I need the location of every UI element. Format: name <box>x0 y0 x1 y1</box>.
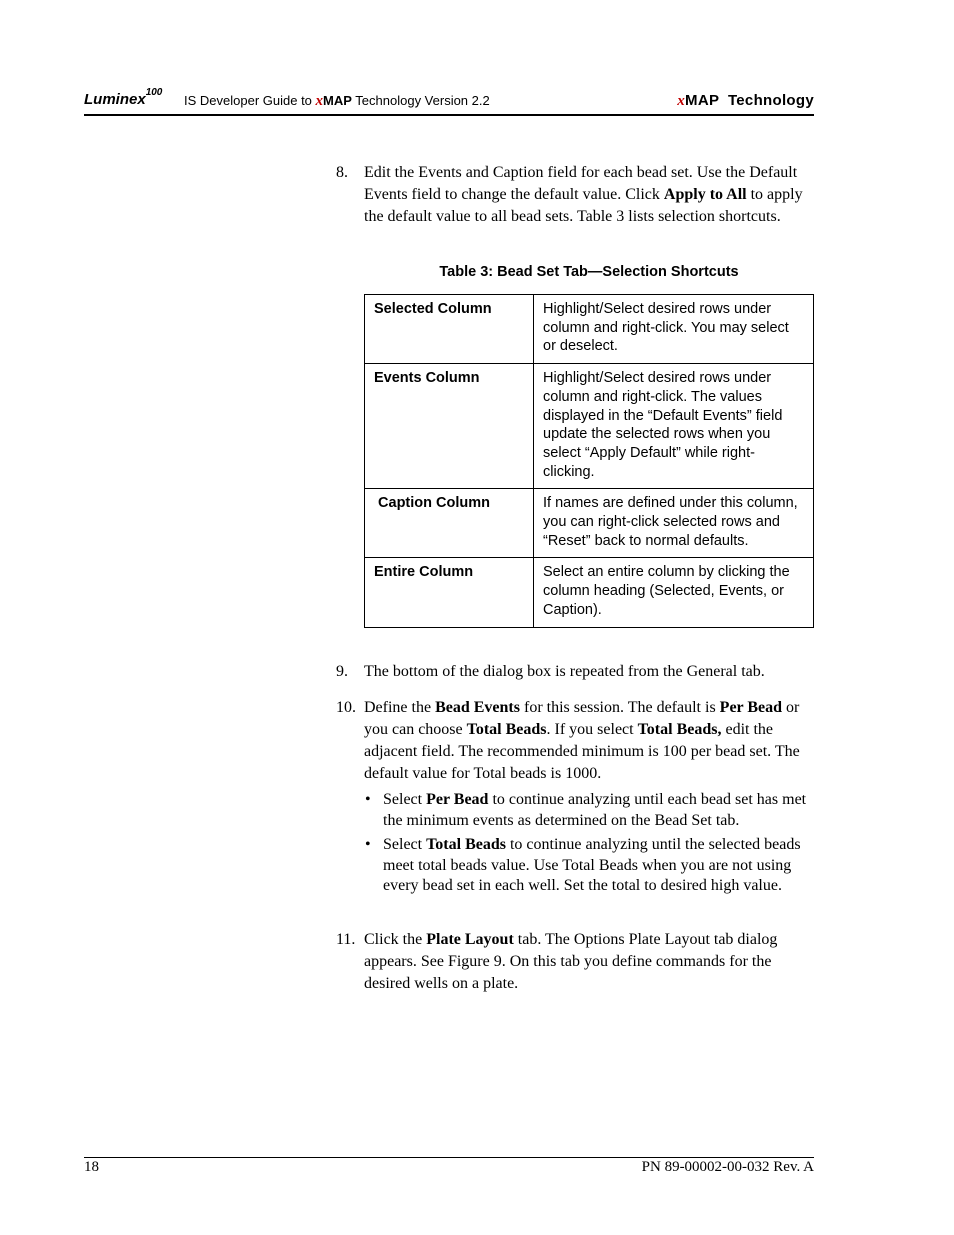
footer-rule <box>84 1157 814 1158</box>
guide-title: IS Developer Guide to xMAP Technology Version 2.2 <box>184 93 490 109</box>
step-8: 8. Edit the Events and Caption field for each bead set. Use the Default Events field to change the default value. Click Apply to All to apply the default value to all bead sets. Table 3 lists selection shortcuts. <box>336 164 803 225</box>
table-row: Entire Column Select an entire column by clicking the column heading (Selected, Events, or Caption). <box>365 558 814 627</box>
page-number: 18 <box>84 1159 99 1175</box>
brand-logo: Luminex$^{100}$ <box>84 87 163 108</box>
table-row: Events Column Highlight/Select desired rows under column and right-click. The values displayed in the “Default Events” field update the selected rows when you select “Apply Default” while right-clicking. <box>365 364 814 489</box>
part-number: PN 89-00002-00-032 Rev. A <box>641 1159 814 1175</box>
table-row: Selected Column Highlight/Select desired rows under column and right-click. You may select or deselect. <box>365 295 814 364</box>
step-10: 10. Define the Bead Events for this session. The default is Per Bead or you can choose Total Beads. If you select Total Beads, edit the adjacent field. The recommended minimum is 100 per bead set. The default value for Total beads is 1000. <box>336 699 800 782</box>
table-row: Caption Column If names are defined under this column, you can right-click selected rows and “Reset” back to normal defaults. <box>365 489 814 558</box>
step-9: 9. The bottom of the dialog box is repeated from the General tab. <box>336 663 765 680</box>
section-title: xMAP Technology <box>677 92 814 109</box>
bullet-per-bead: • Select Per Bead to continue analyzing until each bead set has met the minimum events as determined on the Bead Set tab. <box>365 791 807 829</box>
step-11: 11. Click the Plate Layout tab. The Options Plate Layout tab dialog appears. See Figure 9. On this tab you define commands for the desired wells on a plate. <box>336 931 778 992</box>
page-header <box>84 84 814 116</box>
table-caption: Table 3: Bead Set Tab—Selection Shortcuts <box>439 264 739 280</box>
shortcuts-table <box>364 294 814 628</box>
bullet-total-beads: • Select Total Beads to continue analyzing until the selected beads meet total beads value. Use Total Beads when you are not using every bead set in each well. Set the total to desired high value. <box>365 836 801 894</box>
